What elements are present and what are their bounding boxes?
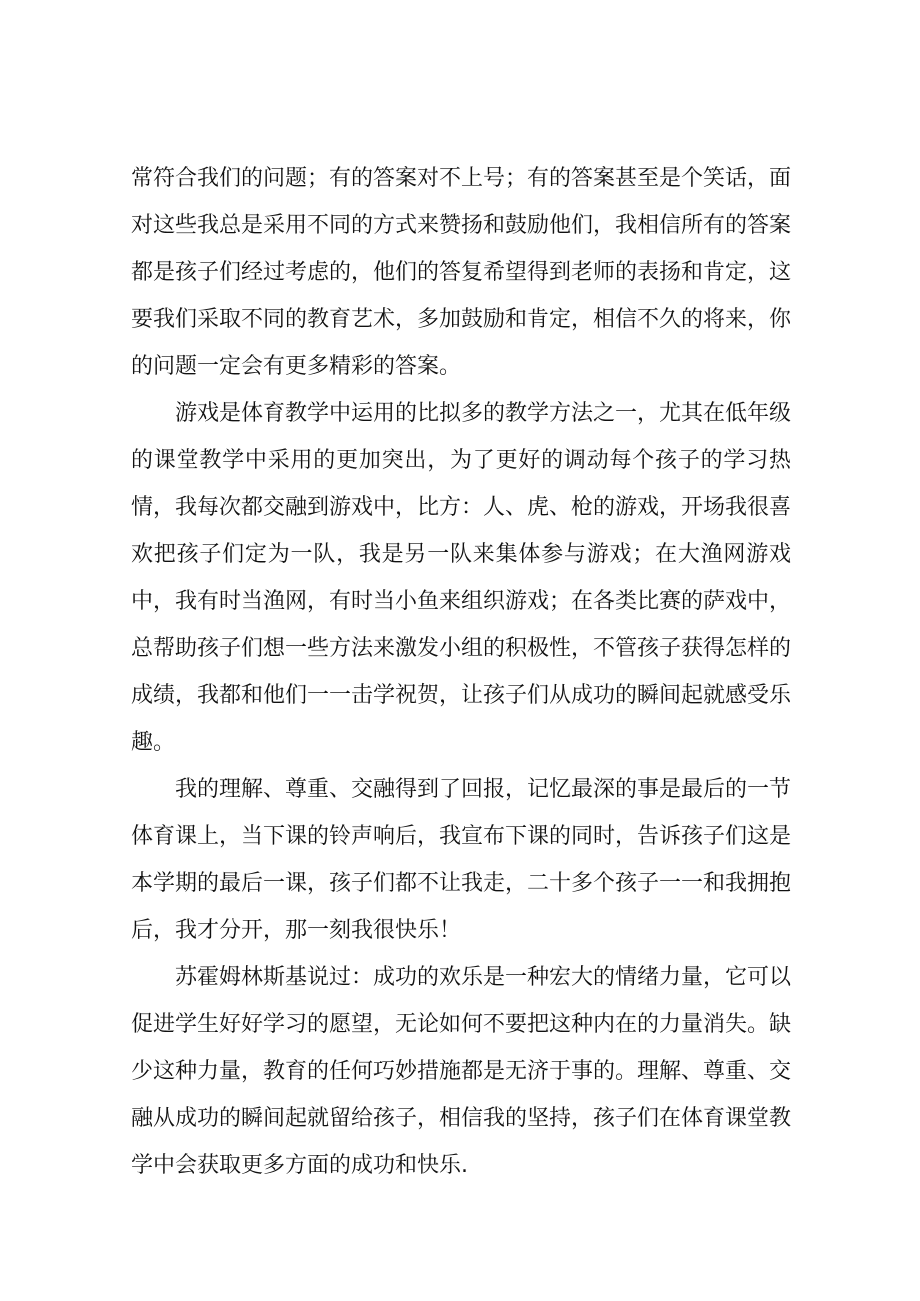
document-body — [131, 155, 791, 1189]
paragraph-reward: 我的理解、尊重、交融得到了回报，记忆最深的事是最后的一节体育课上，当下课的铃声响后，我宣布下课的同时，告诉孩子们这是本学期的最后一课，孩子们都不让我走，二十多个孩子一一和我拥抱后，我才分开，那一刻我很快乐！ — [131, 777, 792, 943]
paragraph-continuation: 常符合我们的问题；有的答案对不上号；有的答案甚至是个笑话，面对这些我总是采用不同的方式来赞扬和鼓励他们，我相信所有的答案都是孩子们经过考虑的，他们的答复希望得到老师的表扬和肯定，这要我们采取不同的教育艺术，多加鼓励和肯定，相信不久的将来，你的问题一定会有更多精彩的答案。 — [131, 166, 792, 379]
paragraph-conclusion: 苏霍姆林斯基说过：成功的欢乐是一种宏大的情绪力量，它可以促进学生好好学习的愿望，无论如何不要把这种内在的力量消失。缺少这种力量，教育的任何巧妙措施都是无济于事的。理解、尊重、交融从成功的瞬间起就留给孩子，相信我的坚持，孩子们在体育课堂教学中会获取更多方面的成功和快乐. — [131, 965, 792, 1178]
paragraph-games: 游戏是体育教学中运用的比拟多的教学方法之一，尤其在低年级的课堂教学中采用的更加突出，为了更好的调动每个孩子的学习热情，我每次都交融到游戏中，比方：人、虎、枪的游戏，开场我很喜欢把孩子们定为一队，我是另一队来集体参与游戏；在大渔网游戏中，我有时当渔网，有时当小鱼来组织游戏；在各类比赛的萨戏中，总帮助孩子们想一些方法来激发小组的积极性，不管孩子获得怎样的成绩，我都和他们一一击学祝贺，让孩子们从成功的瞬间起就感受乐趣。 — [131, 401, 792, 755]
